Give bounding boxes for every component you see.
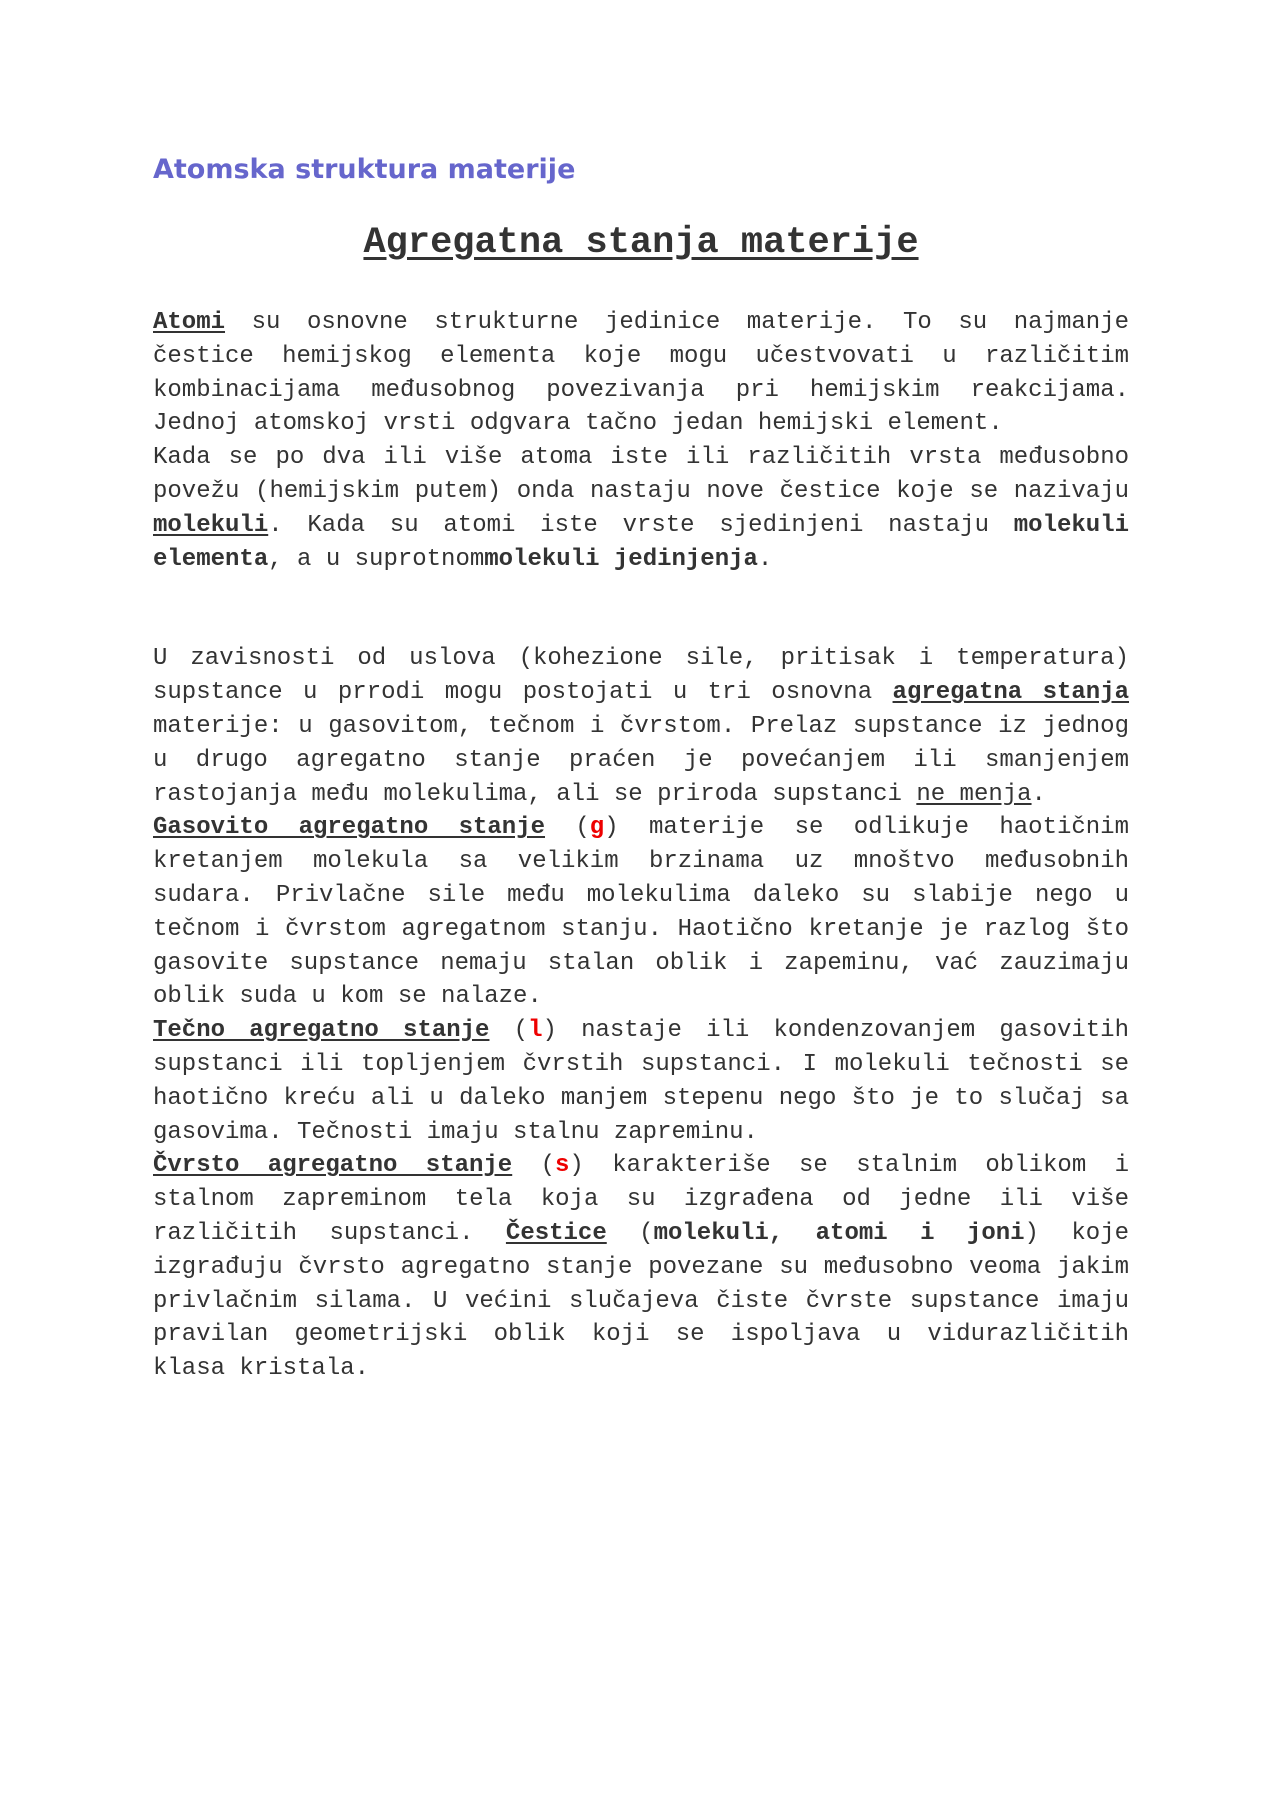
- liquid-text: nastaje ili kondenzovanjem gasovitih supstanci ili topljenjem čvrstih supstanci. I molekuli tečnosti se haotično kreću ali u daleko manjem stepenu nego što je to slučaj sa gasovima. Tečnosti imaju stalnu zapreminu.: [153, 1017, 1129, 1146]
- term-atomi: Atomi: [153, 309, 226, 336]
- term-gasovito: Gasovito agregatno stanje: [153, 814, 546, 842]
- term-tecno: Tečno agregatno stanje: [153, 1017, 490, 1045]
- document-title: Agregatna stanja materije: [363, 222, 919, 264]
- symbol-g: g: [589, 814, 605, 842]
- intro-molecules-text-c: , a u suprotnom: [268, 545, 485, 573]
- bold-particle-list: molekuli, atomi i joni: [653, 1219, 1025, 1247]
- term-molekuli-jedinjenja: molekuli jedinjenja: [484, 545, 758, 573]
- solid-paren-open-b: (: [606, 1219, 654, 1247]
- solid-paren-open: (: [512, 1152, 556, 1180]
- symbol-l: l: [528, 1017, 543, 1045]
- intro-atoms-text: su osnovne strukturne jedinice materije. To su najmanje čestice hemijskog elementa koje mogu učestvovati u različitim kombinacijama međusobnog povezivanja pri hemijskim reakcijama. Jednoj atomskoj vrsti odgvara tačno jedan hemijski element.: [153, 309, 1129, 438]
- states-block: [153, 642, 1129, 1386]
- gas-text: materije se odlikuje haotičnim kretanjem molekula sa velikim brzinama uz mnoštvo međusobnih sudara. Privlačne sile među molekulima daleko su slabije nego u tečnom i čvrstom agregatnom stanju. Haotično kretanje je razlog što gasovite supstance nemaju stalan oblik i zapeminu, vać zauzimaju oblik suda u kom se nalaze.: [153, 814, 1129, 1011]
- solid-paragraph: [153, 1149, 1129, 1386]
- intro-paragraph-molecules: [153, 441, 1129, 576]
- term-molekuli: molekuli: [153, 511, 269, 539]
- solid-text-a: karakteriše se stalnim oblikom i stalnom zapreminom tela koja su izgrađena od jedne ili više različitih supstanci.: [153, 1152, 1129, 1247]
- term-cestice: Čestice: [505, 1219, 607, 1247]
- underlined-ne-menja: ne menja: [916, 780, 1032, 808]
- states-intro-text-b: materije: u gasovitom, tečnom i čvrstom. Prelaz supstance iz jednog u drugo agregatno stanje praćen je povećanjem ili smanjenjem rastojanja među molekulima, ali se priroda supstanci: [153, 712, 1129, 808]
- intro-paragraph-atoms: [153, 306, 1129, 441]
- intro-molecules-text-a: Kada se po dva ili više atoma iste ili različitih vrsta međusobno povežu (hemijskim putem) onda nastaju nove čestice koje se nazivaju: [153, 444, 1129, 505]
- document-page: [153, 150, 1129, 1386]
- states-intro-paragraph: [153, 642, 1129, 811]
- gas-paragraph: [153, 811, 1129, 1014]
- liquid-paren-open: (: [489, 1017, 529, 1045]
- term-cvrsto: Čvrsto agregatno stanje: [153, 1152, 513, 1180]
- solid-paren-close-b: ): [1024, 1219, 1039, 1247]
- liquid-paragraph: [153, 1014, 1129, 1149]
- states-intro-text-a: U zavisnosti od uslova (kohezione sile, pritisak i temperatura) supstance u prrodi mogu postojati u tri osnovna: [153, 645, 1129, 707]
- liquid-paren-close: ): [542, 1017, 557, 1045]
- states-intro-text-c: .: [1031, 780, 1046, 808]
- symbol-s: s: [555, 1152, 570, 1180]
- term-agregatna-stanja: agregatna stanja: [892, 679, 1130, 707]
- section-heading: Atomska struktura materije: [153, 154, 576, 185]
- intro-molecules-text-b: . Kada su atomi iste vrste sjedinjeni nastaju: [268, 511, 1014, 539]
- solid-text-b: koje izgrađuju čvrsto agregatno stanje povezane su međusobno veoma jakim privlačnim silama. U većini slučajeva čiste čvrste supstance imaju pravilan geometrijski oblik koji se ispoljava u vidurazličitih klasa kristala.: [153, 1219, 1129, 1383]
- intro-block: [153, 306, 1129, 576]
- gas-paren-open: (: [545, 814, 590, 842]
- term-molekuli-elementa: molekuli elementa: [153, 511, 1129, 573]
- gas-paren-close: ): [604, 814, 619, 842]
- intro-molecules-text-d: .: [757, 545, 773, 573]
- solid-paren-close: ): [569, 1152, 584, 1180]
